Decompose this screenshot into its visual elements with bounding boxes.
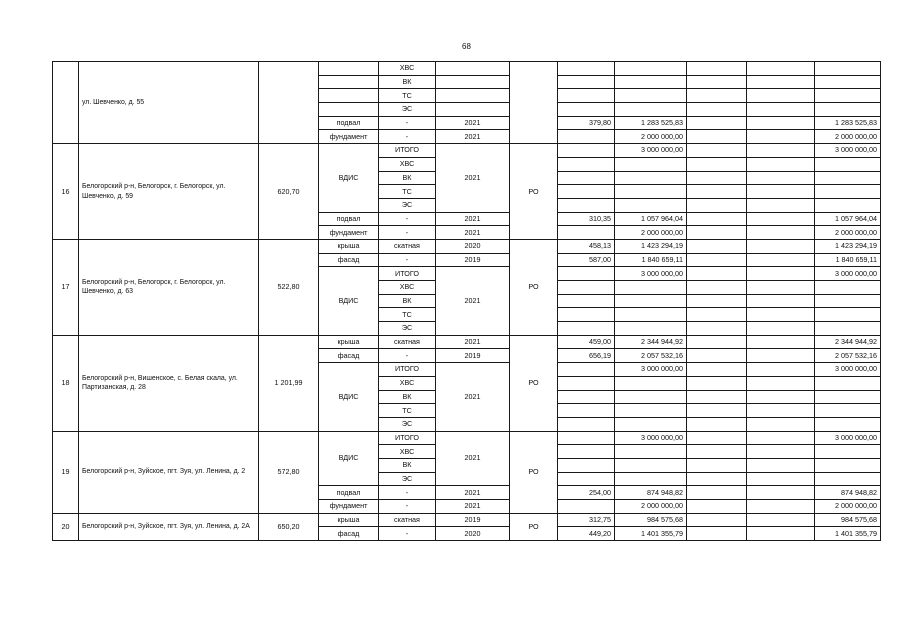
year-cell [436, 89, 510, 103]
vdis-label: ВДИС [319, 144, 379, 212]
volume-cell [558, 62, 615, 76]
ro-cell: РО [510, 431, 558, 513]
empty-cell [687, 513, 747, 527]
empty-cell [687, 239, 747, 253]
empty-cell [687, 144, 747, 158]
volume-cell [558, 458, 615, 472]
work-type-cell: крыша [319, 239, 379, 253]
page-number: 68 [462, 42, 471, 51]
empty-cell [747, 322, 815, 336]
row-number: 20 [53, 513, 79, 540]
empty-cell [687, 116, 747, 130]
work-subtype-cell: - [379, 349, 436, 363]
work-subtype-cell: ЭС [379, 103, 436, 117]
empty-cell [747, 185, 815, 199]
work-subtype-cell: ВК [379, 294, 436, 308]
work-subtype-cell: - [379, 527, 436, 541]
empty-cell [747, 335, 815, 349]
cost-cell: 2 000 000,00 [615, 500, 687, 514]
table-row [53, 144, 881, 158]
work-type-cell [319, 75, 379, 89]
row-number: 19 [53, 431, 79, 513]
empty-cell [747, 267, 815, 281]
cost-cell: 2 057 532,16 [615, 349, 687, 363]
cost-cell [615, 75, 687, 89]
area-cell: 572,80 [259, 431, 319, 513]
cost-cell [615, 376, 687, 390]
cost-cell [615, 390, 687, 404]
table-row [53, 335, 881, 349]
total-cell [815, 322, 881, 336]
row-number: 16 [53, 144, 79, 240]
vdis-label: ВДИС [319, 267, 379, 335]
empty-cell [687, 89, 747, 103]
total-cell [815, 198, 881, 212]
volume-cell: 379,80 [558, 116, 615, 130]
empty-cell [687, 472, 747, 486]
volume-cell [558, 130, 615, 144]
empty-cell [747, 144, 815, 158]
empty-cell [747, 130, 815, 144]
empty-cell [687, 171, 747, 185]
total-cell [815, 417, 881, 431]
volume-cell [558, 185, 615, 199]
cost-cell [615, 185, 687, 199]
work-subtype-cell: ИТОГО [379, 363, 436, 377]
volume-cell [558, 472, 615, 486]
cost-cell [615, 157, 687, 171]
total-cell [815, 62, 881, 76]
work-type-cell: фасад [319, 253, 379, 267]
cost-cell [615, 294, 687, 308]
area-cell: 650,20 [259, 513, 319, 540]
work-subtype-cell: ТС [379, 308, 436, 322]
ro-cell: РО [510, 335, 558, 431]
empty-cell [747, 417, 815, 431]
volume-cell [558, 404, 615, 418]
empty-cell [687, 267, 747, 281]
work-subtype-cell: - [379, 226, 436, 240]
volume-cell [558, 500, 615, 514]
ro-cell [510, 62, 558, 144]
volume-cell: 449,20 [558, 527, 615, 541]
row-number: 18 [53, 335, 79, 431]
ro-cell: РО [510, 144, 558, 240]
volume-cell [558, 171, 615, 185]
work-subtype-cell: ИТОГО [379, 431, 436, 445]
volume-cell [558, 103, 615, 117]
empty-cell [687, 75, 747, 89]
work-subtype-cell: ТС [379, 185, 436, 199]
empty-cell [687, 212, 747, 226]
total-cell: 2 000 000,00 [815, 500, 881, 514]
work-type-cell [319, 89, 379, 103]
year-cell: 2021 [436, 486, 510, 500]
empty-cell [687, 308, 747, 322]
work-subtype-cell: ХВС [379, 157, 436, 171]
empty-cell [747, 212, 815, 226]
volume-cell [558, 363, 615, 377]
volume-cell: 656,19 [558, 349, 615, 363]
year-cell: 2019 [436, 513, 510, 527]
empty-cell [687, 349, 747, 363]
volume-cell [558, 267, 615, 281]
volume-cell [558, 144, 615, 158]
empty-cell [687, 417, 747, 431]
volume-cell: 254,00 [558, 486, 615, 500]
table-row [53, 239, 881, 253]
empty-cell [747, 171, 815, 185]
empty-cell [747, 458, 815, 472]
year-cell [436, 103, 510, 117]
work-subtype-cell: ИТОГО [379, 267, 436, 281]
empty-cell [747, 198, 815, 212]
empty-cell [687, 62, 747, 76]
work-type-cell: подвал [319, 116, 379, 130]
cost-cell [615, 62, 687, 76]
total-cell [815, 404, 881, 418]
total-cell [815, 458, 881, 472]
empty-cell [747, 75, 815, 89]
work-subtype-cell: ХВС [379, 445, 436, 459]
area-cell: 620,70 [259, 144, 319, 240]
empty-cell [747, 363, 815, 377]
cost-cell [615, 322, 687, 336]
empty-cell [747, 404, 815, 418]
year-cell: 2020 [436, 527, 510, 541]
work-subtype-cell: - [379, 212, 436, 226]
work-subtype-cell: - [379, 500, 436, 514]
work-type-cell [319, 103, 379, 117]
row-number [53, 62, 79, 144]
total-cell [815, 185, 881, 199]
cost-cell: 3 000 000,00 [615, 363, 687, 377]
volume-cell [558, 376, 615, 390]
empty-cell [687, 130, 747, 144]
empty-cell [687, 103, 747, 117]
volume-cell [558, 390, 615, 404]
ro-cell: РО [510, 239, 558, 335]
work-type-cell: фундамент [319, 226, 379, 240]
empty-cell [687, 322, 747, 336]
table-row [53, 62, 881, 76]
vdis-year: 2021 [436, 431, 510, 486]
cost-cell [615, 281, 687, 295]
year-cell: 2021 [436, 500, 510, 514]
work-type-cell: фундамент [319, 500, 379, 514]
empty-cell [687, 500, 747, 514]
work-subtype-cell: ИТОГО [379, 144, 436, 158]
cost-cell [615, 417, 687, 431]
work-subtype-cell: - [379, 130, 436, 144]
empty-cell [687, 363, 747, 377]
empty-cell [687, 226, 747, 240]
empty-cell [687, 335, 747, 349]
total-cell: 2 000 000,00 [815, 130, 881, 144]
empty-cell [687, 445, 747, 459]
vdis-year: 2021 [436, 144, 510, 212]
volume-cell [558, 431, 615, 445]
work-subtype-cell: ХВС [379, 376, 436, 390]
total-cell [815, 445, 881, 459]
total-cell: 1 057 964,04 [815, 212, 881, 226]
work-type-cell [319, 62, 379, 76]
empty-cell [687, 376, 747, 390]
work-subtype-cell: ТС [379, 404, 436, 418]
cost-cell: 1 423 294,19 [615, 239, 687, 253]
total-cell [815, 75, 881, 89]
volume-cell: 587,00 [558, 253, 615, 267]
total-cell: 1 423 294,19 [815, 239, 881, 253]
work-type-cell: подвал [319, 486, 379, 500]
cost-cell [615, 103, 687, 117]
empty-cell [747, 349, 815, 363]
work-type-cell: подвал [319, 212, 379, 226]
total-cell [815, 171, 881, 185]
table-row [53, 431, 881, 445]
empty-cell [747, 116, 815, 130]
work-subtype-cell: скатная [379, 335, 436, 349]
empty-cell [687, 281, 747, 295]
address-cell: Белогорский р-н, Белогорск, г. Белогорск, ул. Шевченко, д. 63 [79, 239, 259, 335]
total-cell: 874 948,82 [815, 486, 881, 500]
total-cell [815, 472, 881, 486]
volume-cell [558, 322, 615, 336]
total-cell: 3 000 000,00 [815, 363, 881, 377]
empty-cell [747, 486, 815, 500]
work-subtype-cell: скатная [379, 513, 436, 527]
address-cell: Белогорский р-н, Вишенское, с. Белая скала, ул. Партизанская, д. 28 [79, 335, 259, 431]
empty-cell [687, 294, 747, 308]
empty-cell [687, 253, 747, 267]
work-subtype-cell: ЭС [379, 417, 436, 431]
total-cell: 984 575,68 [815, 513, 881, 527]
empty-cell [747, 294, 815, 308]
total-cell: 2 000 000,00 [815, 226, 881, 240]
empty-cell [687, 431, 747, 445]
total-cell: 1 840 659,11 [815, 253, 881, 267]
cost-cell: 874 948,82 [615, 486, 687, 500]
volume-cell [558, 281, 615, 295]
total-cell [815, 281, 881, 295]
year-cell: 2019 [436, 349, 510, 363]
total-cell: 1 283 525,83 [815, 116, 881, 130]
empty-cell [687, 458, 747, 472]
total-cell: 1 401 355,79 [815, 527, 881, 541]
empty-cell [747, 500, 815, 514]
work-subtype-cell: ЭС [379, 198, 436, 212]
cost-cell: 1 283 525,83 [615, 116, 687, 130]
year-cell: 2021 [436, 116, 510, 130]
address-cell: Белогорский р-н, Зуйское, пгт. Зуя, ул. Ленина, д. 2А [79, 513, 259, 540]
cost-cell: 1 057 964,04 [615, 212, 687, 226]
empty-cell [747, 376, 815, 390]
work-type-cell: фасад [319, 527, 379, 541]
volume-cell [558, 417, 615, 431]
area-cell: 522,80 [259, 239, 319, 335]
empty-cell [687, 198, 747, 212]
empty-cell [747, 513, 815, 527]
cost-cell: 2 000 000,00 [615, 130, 687, 144]
total-cell [815, 308, 881, 322]
empty-cell [747, 62, 815, 76]
empty-cell [747, 226, 815, 240]
volume-cell [558, 445, 615, 459]
work-subtype-cell: - [379, 486, 436, 500]
empty-cell [747, 445, 815, 459]
total-cell [815, 157, 881, 171]
cost-cell [615, 458, 687, 472]
address-cell: ул. Шевченко, д. 55 [79, 62, 259, 144]
empty-cell [747, 431, 815, 445]
total-cell: 2 057 532,16 [815, 349, 881, 363]
total-cell: 2 344 944,92 [815, 335, 881, 349]
empty-cell [747, 253, 815, 267]
empty-cell [747, 239, 815, 253]
work-type-cell: фундамент [319, 130, 379, 144]
address-cell: Белогорский р-н, Зуйское, пгт. Зуя, ул. Ленина, д. 2 [79, 431, 259, 513]
row-number: 17 [53, 239, 79, 335]
year-cell: 2020 [436, 239, 510, 253]
table-row [53, 513, 881, 527]
empty-cell [687, 185, 747, 199]
work-subtype-cell: ЭС [379, 322, 436, 336]
cost-cell: 1 840 659,11 [615, 253, 687, 267]
work-type-cell: крыша [319, 335, 379, 349]
cost-cell [615, 472, 687, 486]
volume-cell: 458,13 [558, 239, 615, 253]
empty-cell [747, 157, 815, 171]
empty-cell [687, 157, 747, 171]
volume-cell [558, 89, 615, 103]
total-cell [815, 390, 881, 404]
vdis-label: ВДИС [319, 363, 379, 431]
year-cell: 2021 [436, 130, 510, 144]
volume-cell [558, 157, 615, 171]
year-cell [436, 62, 510, 76]
cost-cell: 3 000 000,00 [615, 267, 687, 281]
empty-cell [747, 89, 815, 103]
work-subtype-cell: - [379, 116, 436, 130]
year-cell: 2021 [436, 226, 510, 240]
work-subtype-cell: скатная [379, 239, 436, 253]
empty-cell [687, 404, 747, 418]
repair-schedule-table [52, 61, 881, 541]
year-cell: 2021 [436, 212, 510, 226]
volume-cell: 459,00 [558, 335, 615, 349]
total-cell [815, 89, 881, 103]
work-type-cell: фасад [319, 349, 379, 363]
cost-cell: 1 401 355,79 [615, 527, 687, 541]
total-cell: 3 000 000,00 [815, 144, 881, 158]
total-cell [815, 103, 881, 117]
work-subtype-cell: ВК [379, 390, 436, 404]
ro-cell: РО [510, 513, 558, 540]
work-type-cell: крыша [319, 513, 379, 527]
cost-cell: 3 000 000,00 [615, 144, 687, 158]
volume-cell [558, 198, 615, 212]
empty-cell [687, 390, 747, 404]
cost-cell [615, 171, 687, 185]
empty-cell [747, 281, 815, 295]
empty-cell [687, 486, 747, 500]
cost-cell [615, 445, 687, 459]
cost-cell [615, 89, 687, 103]
total-cell [815, 294, 881, 308]
vdis-label: ВДИС [319, 431, 379, 486]
area-cell [259, 62, 319, 144]
area-cell: 1 201,99 [259, 335, 319, 431]
work-subtype-cell: ТС [379, 89, 436, 103]
total-cell: 3 000 000,00 [815, 431, 881, 445]
total-cell: 3 000 000,00 [815, 267, 881, 281]
year-cell: 2019 [436, 253, 510, 267]
work-subtype-cell: ВК [379, 171, 436, 185]
empty-cell [747, 472, 815, 486]
work-subtype-cell: - [379, 253, 436, 267]
volume-cell [558, 308, 615, 322]
empty-cell [747, 390, 815, 404]
volume-cell: 310,35 [558, 212, 615, 226]
cost-cell [615, 308, 687, 322]
vdis-year: 2021 [436, 363, 510, 431]
empty-cell [747, 103, 815, 117]
cost-cell: 2 000 000,00 [615, 226, 687, 240]
year-cell [436, 75, 510, 89]
work-subtype-cell: ВК [379, 458, 436, 472]
cost-cell [615, 404, 687, 418]
work-subtype-cell: ВК [379, 75, 436, 89]
cost-cell: 2 344 944,92 [615, 335, 687, 349]
work-subtype-cell: ХВС [379, 62, 436, 76]
volume-cell [558, 294, 615, 308]
volume-cell: 312,75 [558, 513, 615, 527]
work-subtype-cell: ЭС [379, 472, 436, 486]
address-cell: Белогорский р-н, Белогорск, г. Белогорск, ул. Шевченко, д. 59 [79, 144, 259, 240]
cost-cell: 984 575,68 [615, 513, 687, 527]
volume-cell [558, 226, 615, 240]
total-cell [815, 376, 881, 390]
cost-cell: 3 000 000,00 [615, 431, 687, 445]
empty-cell [747, 527, 815, 541]
year-cell: 2021 [436, 335, 510, 349]
cost-cell [615, 198, 687, 212]
volume-cell [558, 75, 615, 89]
empty-cell [747, 308, 815, 322]
work-subtype-cell: ХВС [379, 281, 436, 295]
vdis-year: 2021 [436, 267, 510, 335]
empty-cell [687, 527, 747, 541]
